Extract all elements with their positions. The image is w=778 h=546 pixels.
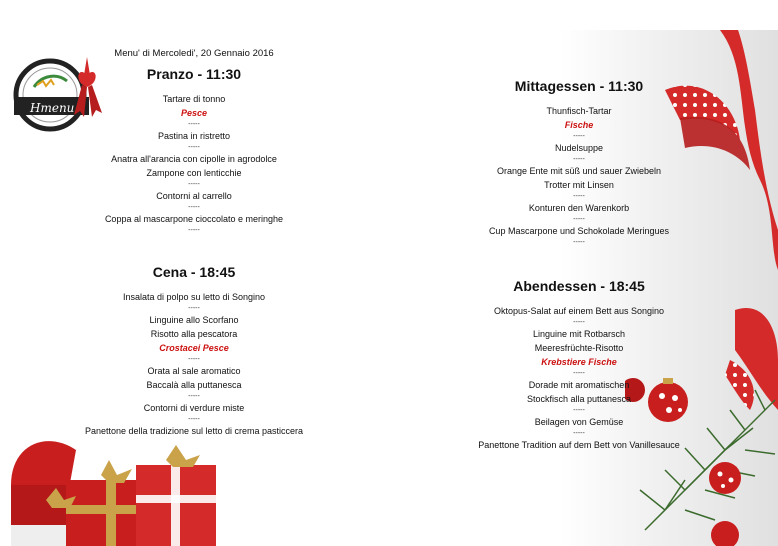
dish-category: Crostacei Pesce [159, 343, 229, 353]
dish-item: Dorade mit aromatischen [528, 380, 630, 390]
italian-menu [70, 48, 318, 439]
dish-item: Coppa al mascarpone cioccolato e meringhe [104, 214, 284, 224]
dinner-title-de: Abendessen - 18:45 [513, 278, 645, 294]
separator: ----- [573, 156, 585, 163]
separator: ----- [188, 416, 200, 423]
german-menu [455, 78, 703, 453]
lunch-title-it: Pranzo - 11:30 [146, 66, 242, 82]
menu-date: Menu' di Mercoledi', 20 Gennaio 2016 [114, 48, 274, 59]
lunch-items-it [70, 93, 318, 234]
dish-category: Krebstiere Fische [541, 357, 617, 367]
dish-item: Oktopus-Salat auf einem Bett aus Songino [493, 306, 665, 316]
dish-item: Orange Ente mit süß und sauer Zwiebeln [496, 166, 662, 176]
dish-item: Tartare di tonno [162, 94, 226, 104]
separator: ----- [573, 370, 585, 377]
separator: ----- [188, 121, 200, 128]
separator: ----- [188, 181, 200, 188]
separator: ----- [573, 216, 585, 223]
dish-item: Risotto alla pescatora [150, 329, 238, 339]
separator: ----- [573, 239, 585, 246]
dish-item: Pastina in ristretto [157, 131, 231, 141]
separator: ----- [188, 305, 200, 312]
dish-item: Panettone Tradition auf dem Bett von Vanillesauce [478, 440, 680, 450]
separator: ----- [573, 430, 585, 437]
separator: ----- [188, 227, 200, 234]
dish-item: Konturen den Warenkorb [528, 203, 630, 213]
dish-item: Panettone della tradizione sul letto di crema pasticcera [84, 426, 304, 436]
separator: ----- [573, 319, 585, 326]
dish-item: Linguine allo Scorfano [149, 315, 239, 325]
dinner-items-de [455, 305, 703, 451]
separator: ----- [188, 144, 200, 151]
separator: ----- [573, 407, 585, 414]
separator: ----- [188, 356, 200, 363]
dish-item: Zampone con lenticchie [146, 168, 242, 178]
dish-item: Orata al sale aromatico [147, 366, 241, 376]
logo-text: Hmenu [30, 101, 75, 115]
dish-item: Beilagen von Gemüse [534, 417, 624, 427]
dish-category: Fische [564, 120, 594, 130]
lunch-title-de: Mittagessen - 11:30 [514, 78, 644, 94]
separator: ----- [188, 393, 200, 400]
lunch-items-de [455, 105, 703, 246]
dish-item: Stockfisch alla puttanesca [526, 394, 632, 404]
dish-item: Cup Mascarpone und Schokolade Meringues [488, 226, 670, 236]
dish-item: Nudelsuppe [554, 143, 604, 153]
dish-item: Contorni di verdure miste [143, 403, 245, 413]
dish-item: Insalata di polpo su letto di Songino [122, 292, 266, 302]
separator: ----- [573, 133, 585, 140]
dish-item: Baccalà alla puttanesca [146, 380, 242, 390]
separator: ----- [188, 204, 200, 211]
dish-item: Trotter mit Linsen [544, 180, 614, 190]
gift-box-icon [6, 425, 236, 546]
dinner-title-it: Cena - 18:45 [152, 264, 236, 280]
dish-item: Thunfisch-Tartar [546, 106, 612, 116]
dish-item: Contorni al carrello [156, 191, 232, 201]
dish-item: Linguine mit Rotbarsch [532, 329, 626, 339]
dish-item: Meeresfrüchte-Risotto [534, 343, 624, 353]
dish-category: Pesce [180, 108, 208, 118]
separator: ----- [573, 193, 585, 200]
dish-item: Anatra all'arancia con cipolle in agrodolce [111, 154, 277, 164]
dinner-items-it [70, 291, 318, 437]
